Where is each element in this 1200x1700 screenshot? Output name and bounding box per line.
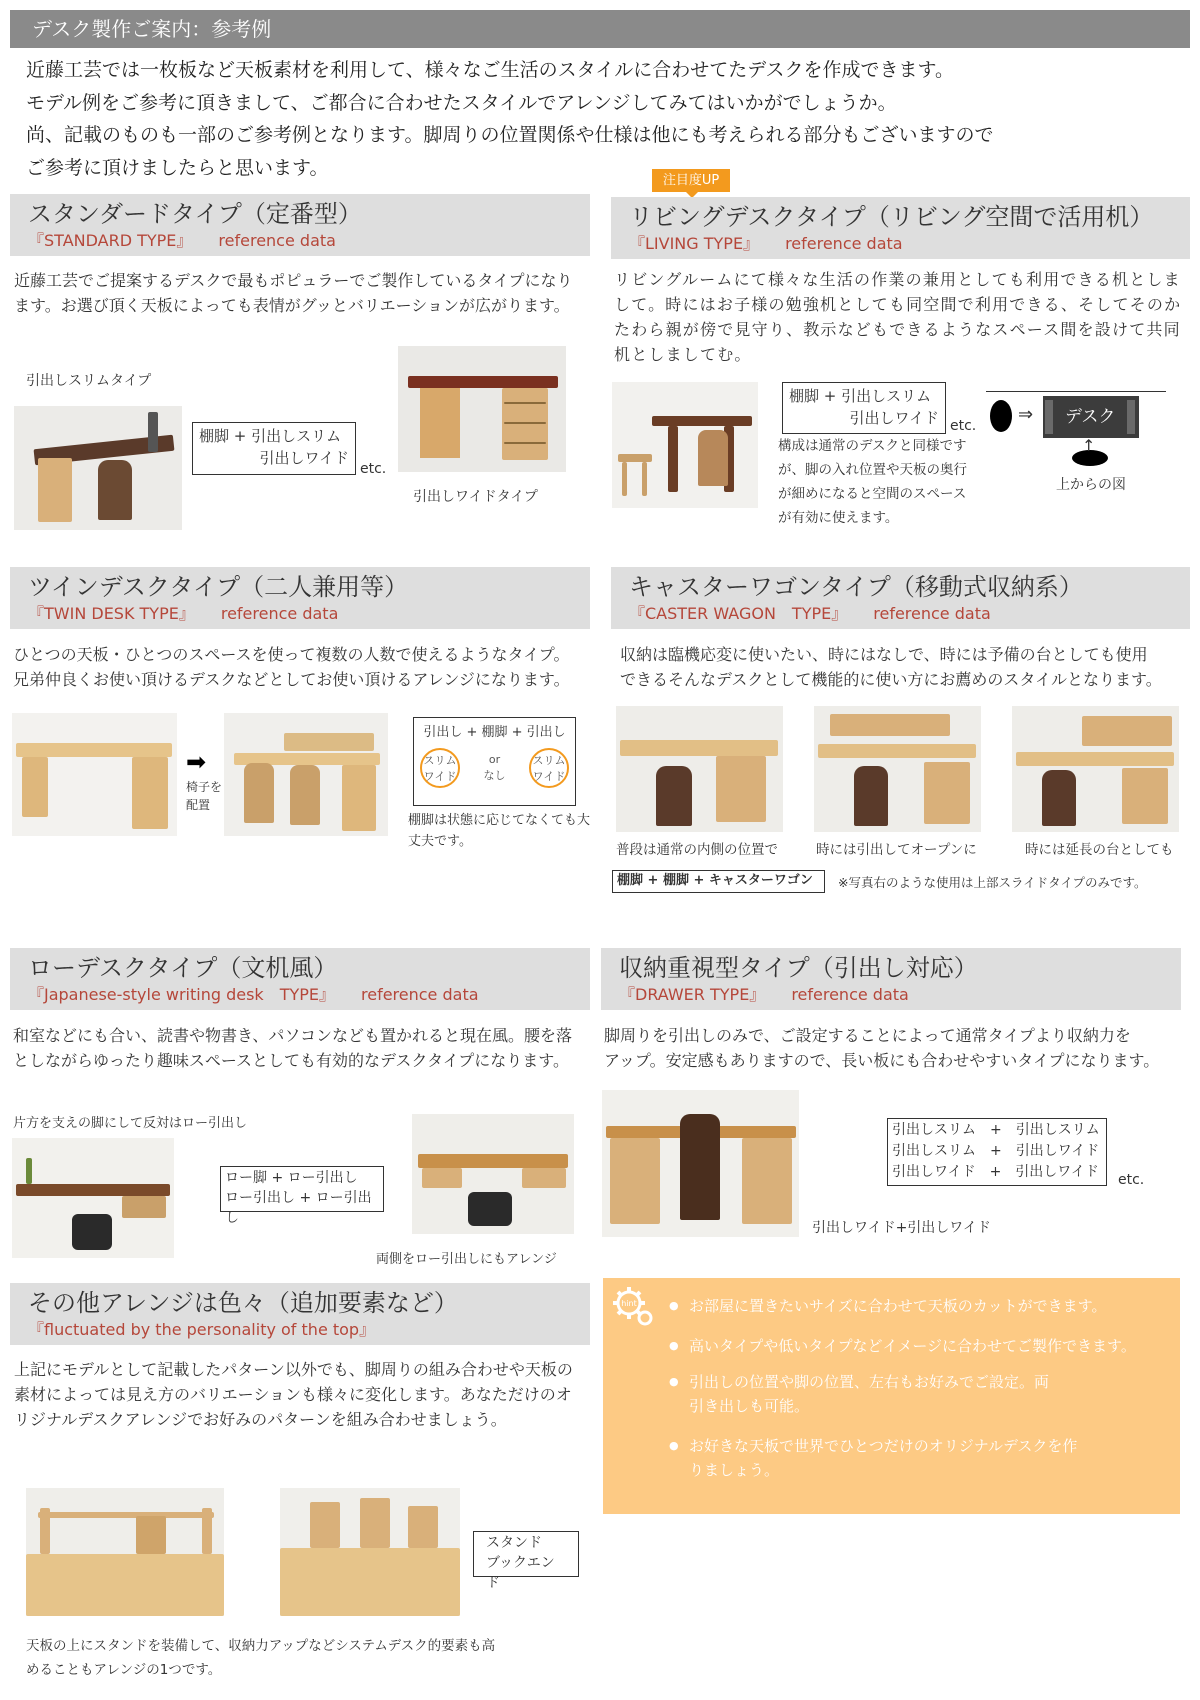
section-body — [604, 1023, 1194, 1073]
intro-text — [26, 54, 1176, 184]
reference-label: reference data — [791, 985, 909, 1004]
intro-line: 近藤工芸では一枚板など天板素材を利用して、様々なご生活のスタイルに合わせてたデスクを作成できます。 — [26, 59, 954, 81]
section-body — [620, 642, 1190, 692]
photo-caption: 引出しワイド+引出しワイド — [812, 1220, 991, 1236]
none-label: なし — [483, 769, 506, 782]
attention-badge: 注目度UP — [652, 169, 730, 192]
photo-caption: 片方を支えの脚にして反対はロー引出し — [13, 1116, 248, 1131]
intro-line: モデル例をご参考に頂きまして、ご都合に合わせたスタイルでアレンジしてみてはいかがでしょうか。 — [26, 91, 897, 114]
hint-item: ● お好きな天板で世界でひとつだけのオリジナルデスクを作りましょう。 — [689, 1434, 1089, 1482]
hint-item: ● 引出しの位置や脚の位置、左右もお好みでご設定。両引き出しも可能。 — [689, 1370, 1049, 1418]
body-line: アップ。安定感もありますので、長い板にも合わせやすいタイプになります。 — [604, 1051, 1160, 1070]
hint-item: ● 高いタイプや低いタイプなどイメージに合わせてご製作できます。 — [689, 1334, 1159, 1358]
arrow-right-icon: ➡ — [186, 748, 207, 776]
body-line: 兄弟仲良くお使い頂けるデスクなどとしてお使い頂けるアレンジになります。 — [13, 670, 570, 689]
etc-label: etc. — [360, 461, 387, 477]
combination-box — [220, 1166, 384, 1226]
section-title: ローデスクタイプ（文机風） — [28, 954, 338, 982]
desk-photo-low-1 — [12, 1138, 174, 1258]
section-title: その他アレンジは色々（追加要素など） — [28, 1289, 458, 1317]
person-icon — [990, 400, 1012, 432]
section-body: 上記にモデルとして記載したパターン以外でも、脚周りの組み合わせや天板の素材によっては見え方のバリエーションも様々に変化します。あなただけのオリジナルデスクアレンジでお好みのパターンを組み合わせましょう。 — [14, 1360, 573, 1429]
box-line: ロー引出し + ロー引出し — [225, 1190, 372, 1226]
combination-box — [782, 382, 946, 434]
desk-shape — [1043, 396, 1139, 438]
section-body: リビングルームにて様々な生活の作業の兼用としても利用できる机としまして。時にはお子様の勉強机としても同空間で利用できる、そしてそのかたわら親が傍で見守り、教示などもできるようなスペース間を設けて共同机としましてむ。 — [614, 270, 1182, 364]
section-header-low — [10, 948, 590, 1010]
section-header-caster — [611, 567, 1190, 629]
body-line: 脚周りを引出しのみで、ご設定することによって通常タイプより収納力を — [604, 1026, 1131, 1045]
etc-label: etc. — [1118, 1172, 1145, 1188]
reference-label: reference data — [361, 985, 479, 1004]
diagram-caption: 上からの図 — [1056, 477, 1126, 493]
page-title: デスク製作ご案内：参考例 — [32, 17, 272, 41]
box-line: 棚脚 + 引出しスリム — [199, 427, 342, 445]
box-line: 引出しスリム + 引出しワイド — [892, 1143, 1100, 1159]
section-subtitle: 『TWIN DESK TYPE』 — [28, 604, 195, 623]
desk-photo-living — [612, 382, 758, 508]
photo-caption: 時には引出してオープンに — [816, 842, 977, 858]
intro-line: ご参考に頂けましたらと思います。 — [26, 156, 329, 179]
photo-caption: 天板の上にスタンドを装備して、収納力アップなどシステムデスク的要素も高めることもアレンジの1つです。 — [26, 1638, 496, 1678]
photo-caption: 普段は通常の内側の位置で — [616, 842, 778, 858]
box-line: 引出しワイド + 引出しワイド — [892, 1164, 1099, 1180]
or-label: or — [488, 753, 501, 766]
photo-caption: 引出しスリムタイプ — [26, 373, 152, 389]
note-text: 棚脚は状態に応じてなくても大丈夫です。 — [408, 813, 591, 849]
arrow-right-icon: ⇒ — [1018, 404, 1034, 425]
section-body: 近藤工芸でご提案するデスクで最もポピュラーでご製作しているタイプになります。お選び頂く天板によっても表情がグッとバリエーションが広がります。 — [14, 271, 573, 315]
box-line: 引出しスリム + 引出しスリム — [892, 1122, 1100, 1138]
top-view-diagram — [986, 388, 1166, 498]
intro-line: 尚、記載のものも一部のご参考例となります。脚周りの位置関係や仕様は他にも考えられる部分もございますので — [26, 124, 994, 146]
desk-photo-caster-1 — [616, 706, 783, 832]
hint-box — [603, 1278, 1180, 1514]
reference-label: reference data — [220, 604, 339, 623]
page-title-bar — [10, 10, 1190, 48]
arrow-up-icon: ↑ — [1082, 436, 1096, 455]
section-body: 和室などにも合い、読書や物書き、パソコンなども置かれると現在風。腰を落としながらゆったり趣味スペースとしても有効的なデスクタイプになります。 — [13, 1026, 573, 1070]
body-line: 収納は臨機応変に使いたい、時にはなしで、時には予備の台としても使用 — [620, 645, 1148, 664]
box-title: 引出し + 棚脚 + 引出し — [423, 725, 566, 740]
desk-photo-twin-after — [224, 713, 388, 836]
etc-label: etc. — [950, 418, 977, 434]
section-header-standard — [10, 194, 590, 256]
desk-photo-slim — [14, 406, 182, 530]
body-line: ひとつの天板・ひとつのスペースを使って複数の人数で使えるようなタイプ。 — [13, 645, 570, 664]
combination-box — [413, 717, 576, 806]
reference-label: reference data — [785, 234, 903, 253]
section-body — [13, 642, 603, 692]
section-subtitle: 『DRAWER TYPE』 — [619, 985, 766, 1004]
option-circle: スリム ワイド — [420, 748, 460, 788]
section-subtitle: 『LIVING TYPE』 — [629, 234, 760, 253]
desk-photo-caster-3 — [1012, 706, 1179, 832]
wall-line — [986, 391, 1166, 392]
combination-box — [473, 1531, 579, 1591]
gear-icon — [611, 1286, 655, 1330]
box-line: 引出しワイド — [259, 449, 349, 467]
hint-label: hint — [621, 1299, 637, 1308]
section-title: スタンダードタイプ（定番型） — [28, 200, 362, 228]
section-header-other — [10, 1283, 590, 1345]
combination-box — [192, 422, 356, 475]
desk-label: デスク — [1065, 407, 1116, 427]
box-line: 棚脚 + 引出しスリム — [789, 387, 932, 405]
section-title: キャスターワゴンタイプ（移動式収納系） — [629, 573, 1083, 601]
arrow-caption-line: 配置 — [186, 798, 211, 812]
combination-box: 棚脚 + 棚脚 + キャスターワゴン — [612, 870, 825, 893]
section-title: ツインデスクタイプ（二人兼用等） — [28, 573, 409, 601]
reference-label: reference data — [218, 231, 336, 250]
photo-caption: 引出しワイドタイプ — [413, 489, 538, 505]
section-subtitle: 『STANDARD TYPE』 — [28, 231, 193, 250]
desk-photo-wide — [398, 346, 566, 472]
desk-photo-twin-before — [12, 713, 177, 836]
section-subtitle: 『Japanese-style writing desk TYPE』 — [28, 985, 335, 1004]
desk-photo-other-2 — [280, 1488, 460, 1616]
body-line: できるそんなデスクとして機能的に使い方にお薦めのスタイルとなります。 — [620, 670, 1162, 689]
section-header-drawer — [601, 948, 1181, 1010]
box-line: 引出しワイド — [849, 409, 939, 427]
box-line: スタンド — [486, 1535, 542, 1551]
section-title: 収納重視型タイプ（引出し対応） — [619, 954, 978, 982]
box-line: ロー脚 + ロー引出し — [225, 1170, 358, 1186]
desk-photo-caster-2 — [814, 706, 981, 832]
hint-item: ● お部屋に置きたいサイズに合わせて天板のカットができます。 — [689, 1294, 1159, 1318]
photo-caption: 両側をロー引出しにもアレンジ — [376, 1252, 557, 1267]
note-text: ※写真右のような使用は上部スライドタイプのみです。 — [838, 875, 1147, 890]
section-title: リビングデスクタイプ（リビング空間で活用机） — [629, 203, 1154, 231]
section-subtitle: 『fluctuated by the personality of the top』 — [28, 1320, 376, 1339]
desk-photo-low-2 — [412, 1114, 574, 1234]
arrow-caption — [186, 778, 222, 814]
photo-caption: 時には延長の台としても — [1025, 842, 1174, 858]
combination-box — [887, 1118, 1107, 1186]
note-text: 構成は通常のデスクと同様ですが、脚の入れ位置や天板の奥行が細めになると空間のスペースが有効に使えます。 — [778, 438, 967, 526]
desk-photo-other-1 — [26, 1488, 224, 1616]
section-subtitle: 『CASTER WAGON TYPE』 — [629, 604, 848, 623]
box-line: ブックエンド — [486, 1555, 555, 1591]
reference-label: reference data — [873, 604, 991, 623]
section-header-twin — [10, 567, 590, 629]
arrow-caption-line: 椅子を — [186, 780, 223, 794]
option-circle: スリム ワイド — [529, 748, 569, 788]
section-header-living — [611, 197, 1190, 259]
desk-photo-drawer — [602, 1090, 799, 1237]
